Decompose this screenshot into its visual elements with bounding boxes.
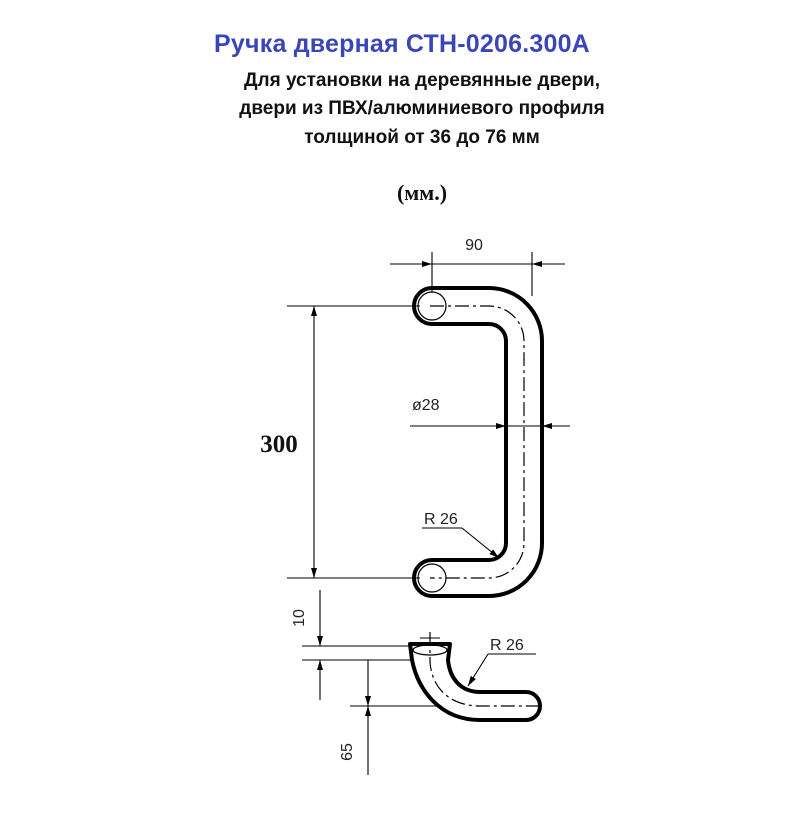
page-title: Ручка дверная СТН-0206.300А [214,30,590,58]
length-label: 300 [260,431,298,458]
subtitle-line-1: Для установки на деревянные двери, [243,70,601,91]
radius-side-label: R 26 [490,637,524,654]
front-view [414,288,542,596]
radius-front-leader [422,528,499,558]
radius-front-label: R 26 [424,511,458,528]
diameter-label: ø28 [412,397,440,414]
width-label: 90 [465,237,483,254]
subtitle-line-3: толщиной от 36 до 76 мм [304,127,540,148]
offset-label: 10 [291,609,308,627]
handle-centerline [430,306,524,578]
units-label: (мм.) [396,180,448,205]
radius-side-leader [468,654,536,686]
subtitle-line-2: двери из ПВХ/алюминиевого профиля [239,98,605,119]
depth-label: 65 [339,743,356,761]
length-dimension [287,306,420,578]
